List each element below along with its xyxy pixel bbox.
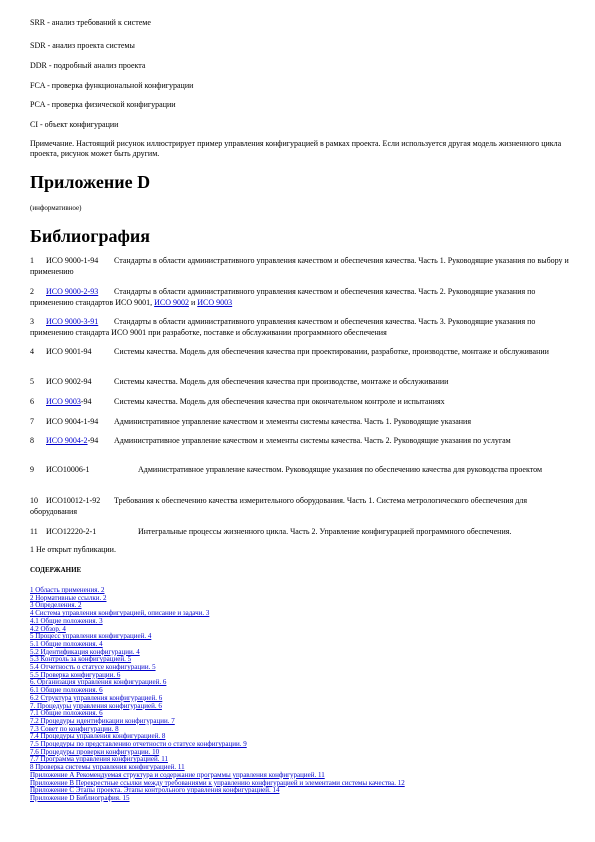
toc-link[interactable]: 3 Определения. 2 [30, 601, 82, 610]
toc-link[interactable]: Приложение С Этапы проекта. Этапы контрольного управления конфигурацией. 14 [30, 786, 280, 795]
toc-link[interactable]: 7.4 Процедуры управления конфигурацией. 8 [30, 732, 166, 741]
toc-link[interactable]: 4.1 Общие положения. 3 [30, 616, 103, 625]
toc-link[interactable]: 7.6 Процедуры проверки конфигурации. 10 [30, 747, 160, 756]
standard-link[interactable]: ИСО 9000-3-91 [46, 317, 99, 326]
abbreviation-sdr: SDR - анализ проекта системы [30, 41, 135, 50]
standard-link-iso9003[interactable]: ИСО 9003 [197, 297, 233, 307]
standard-link[interactable]: ИСО 9004-2 [46, 436, 88, 445]
bibliography-entry: 5 ИСО 9002-94 Системы качества. Модель для обеспечения качества при производстве, монтаже и обслуживании [30, 377, 449, 386]
toc-link[interactable]: Приложение В Перекрестные ссылки между требованиями к управлению конфигурацией и элементами системы качества. 12 [30, 778, 405, 787]
footnote: 1 Не открыт публикации. [30, 545, 116, 554]
appendix-title: Приложение D [30, 172, 151, 192]
toc-link[interactable]: 6.1 Общие положения. 6 [30, 686, 103, 695]
toc-link[interactable]: 7.7 Программа управления конфигурацией. 11 [30, 755, 168, 764]
bibliography-entry: 10 ИСО10012-1-92 Требования к обеспечению качества измерительного оборудования. Часть 1. Система метрологического обеспечения для оборудования [30, 496, 528, 516]
bibliography-entry: 1 ИСО 9000-1-94 Стандарты в области административного управления качеством и обеспечения качества. Часть 1. Руководящие указания по выбору и применению [30, 256, 569, 276]
toc-link[interactable]: Приложение D Библиография. 15 [30, 793, 130, 802]
abbreviation-srr: SRR - анализ требований к системе [30, 18, 151, 27]
toc-link[interactable]: 5.3 Контроль за конфигурацией. 5 [30, 655, 132, 664]
toc-link[interactable]: 5.5 Проверка конфигурации. 6 [30, 670, 121, 679]
toc-link[interactable]: 5.1 Общие положения. 4 [30, 639, 103, 648]
toc-link[interactable]: 5 Процесс управления конфигурацией. 4 [30, 632, 152, 641]
contents-title: СОДЕРЖАНИЕ [30, 566, 82, 574]
toc-link[interactable]: 5.2 Идентификация конфигурации. 4 [30, 647, 140, 656]
bibliography-entry: 8 ИСО 9004-2-94 Административное управление качеством и элементы системы качества. Часть 2. Руководящие указания по услугам [30, 436, 511, 445]
toc-link[interactable]: 6. Организация управления конфигурацией. 6 [30, 678, 167, 687]
toc-link[interactable]: 7.2 Процедуры идентификации конфигурации. 7 [30, 716, 175, 725]
toc-link[interactable]: 8 Проверка системы управления конфигурацией. 11 [30, 763, 185, 772]
bibliography-entry: 6 ИСО 9003-94 Системы качества. Модель для обеспечения качества при окончательном контроле и испытаниях [30, 397, 445, 406]
toc-link[interactable]: 6.2 Структура управления конфигурацией. 6 [30, 693, 163, 702]
toc-link[interactable]: 7.3 Совет по конфигурации. 8 [30, 724, 119, 733]
bibliography-entry: 7 ИСО 9004-1-94 Административное управление качеством и элементы системы качества. Часть 1. Руководящие указания [30, 417, 471, 426]
toc-link[interactable]: 2 Нормативные ссылки. 2 [30, 593, 107, 602]
abbreviation-ci: CI - объект конфигурации [30, 120, 119, 129]
bibliography-entry: 4 ИСО 9001-94 Системы качества. Модель для обеспечения качества при проектировании, разработке, производстве, монтаже и обслуживании [30, 347, 549, 356]
toc-link[interactable]: 7. Процедуры управления конфигурацией. 6 [30, 701, 162, 710]
abbreviation-fca: FCA - проверка функциональной конфигурации [30, 81, 194, 90]
bibliography-entry: 9 ИСО10006-1 Административное управление качеством. Руководящие указания по обеспечению качества для руководства проектом [30, 465, 543, 474]
abbreviation-pca: PCA - проверка физической конфигурации [30, 100, 176, 109]
standard-link[interactable]: ИСО 9003 [46, 397, 81, 406]
toc-link[interactable]: 7.5 Процедуры по представлению отчетности о статусе конфигурации. 9 [30, 740, 247, 749]
table-of-contents [30, 587, 570, 803]
toc-link[interactable]: 7.1 Общие положения. 6 [30, 709, 103, 718]
bibliography-entry: 11 ИСО12220-2-1 Интегральные процессы жизненного цикла. Часть 2. Управление конфигурацией программного обеспечения. [30, 527, 512, 536]
toc-link[interactable]: Приложение А Рекомендуемая структура и содержание программы управления конфигурацией. 11 [30, 770, 325, 779]
standard-link[interactable]: ИСО 9000-2-93 [46, 287, 99, 296]
toc-link[interactable]: 4.2 Обзор. 4 [30, 624, 66, 633]
bibliography-entry: 3 ИСО 9000-3-91 Стандарты в области административного управления качеством и обеспечения качества. Часть 3. Руководящие указания по применению стандарта ИСО 9001 при разработке, поставке и обслуживании программного обеспечения [30, 317, 536, 337]
toc-link[interactable]: 5.4 Отчетность о статусе конфигурации. 5 [30, 663, 156, 672]
appendix-subtitle: (информативное) [30, 204, 82, 212]
standard-link-iso9002[interactable]: ИСО 9002 [154, 297, 189, 307]
figure-note: Примечание. Настоящий рисунок иллюстрирует пример управления конфигурацией в рамках проекта. Если используется другая модель жизненного цикла проекта, рисунок может быть другим. [30, 139, 562, 158]
abbreviation-ddr: DDR - подробный анализ проекта [30, 61, 146, 70]
bibliography-title: Библиография [30, 226, 151, 246]
bibliography-entry: 2 ИСО 9000-2-93 Стандарты в области административного управления качеством и обеспечения качества. Часть 2. Руководящие указания по применению стандартов ИСО 9001, ИСО 9002 и ИСО 9003 [30, 287, 536, 307]
toc-link[interactable]: 1 Область применения. 2 [30, 586, 105, 594]
toc-link[interactable]: 4 Система управления конфигурацией, описание и задачи. 3 [30, 609, 210, 618]
